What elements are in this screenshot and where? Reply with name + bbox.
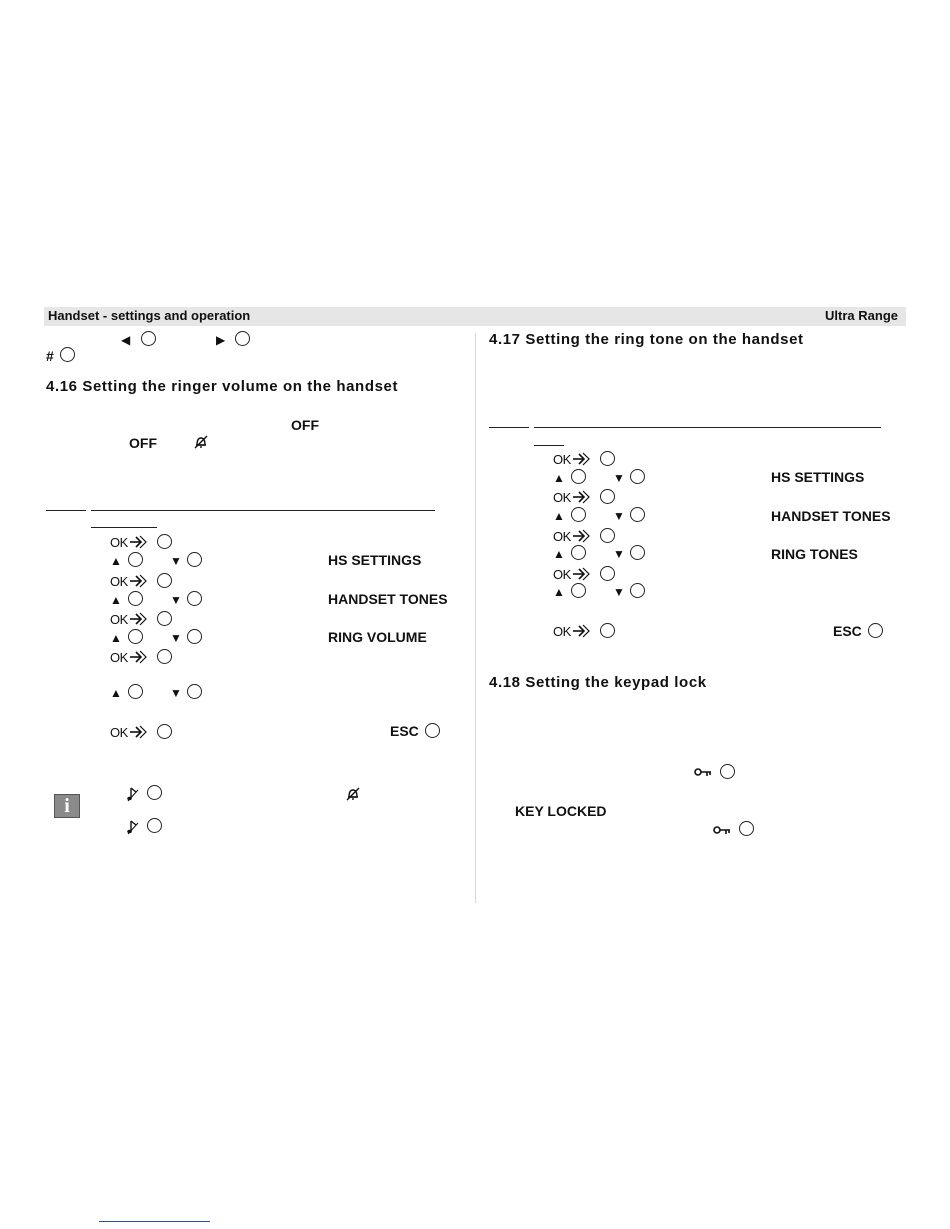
key-icon xyxy=(694,767,712,777)
music-note-icon xyxy=(126,786,140,802)
up-triangle-icon: ▲ xyxy=(110,686,122,700)
key-circle xyxy=(600,566,615,581)
ok-key: OK xyxy=(553,450,590,468)
ok-arrow-icon xyxy=(129,573,147,589)
down-triangle-icon: ▼ xyxy=(170,686,182,700)
key-circle xyxy=(128,629,143,644)
ok-key: OK xyxy=(110,572,147,590)
key-circle xyxy=(720,764,735,779)
key-circle xyxy=(630,583,645,598)
key-locked-label: KEY LOCKED xyxy=(515,803,607,819)
menu-label-handset-tones: HANDSET TONES xyxy=(328,591,448,607)
ok-key: OK xyxy=(110,723,147,741)
off-label: OFF xyxy=(291,417,319,433)
table-rule xyxy=(534,427,881,428)
info-icon: i xyxy=(54,794,80,818)
key-circle xyxy=(630,469,645,484)
table-rule xyxy=(489,427,529,428)
up-triangle-icon: ▲ xyxy=(110,631,122,645)
down-triangle-icon: ▼ xyxy=(613,547,625,561)
key-circle xyxy=(868,623,883,638)
ok-key: OK xyxy=(553,527,590,545)
header-left-title: Handset - settings and operation xyxy=(48,308,251,323)
ok-key: OK xyxy=(110,610,147,628)
key-circle xyxy=(157,724,172,739)
section-title-4-16: 4.16 Setting the ringer volume on the handset xyxy=(46,378,399,395)
off-label: OFF xyxy=(129,435,157,451)
key-circle xyxy=(187,591,202,606)
menu-label-ring-tones: RING TONES xyxy=(771,546,858,562)
key-circle xyxy=(141,331,156,346)
down-triangle-icon: ▼ xyxy=(613,509,625,523)
key-circle xyxy=(600,623,615,638)
key-circle xyxy=(147,785,162,800)
menu-label-hs-settings: HS SETTINGS xyxy=(328,552,422,568)
left-triangle-icon: ◀ xyxy=(121,333,131,347)
down-triangle-icon: ▼ xyxy=(170,631,182,645)
esc-key-label: ESC xyxy=(833,623,862,639)
ok-key: OK xyxy=(553,565,590,583)
key-icon xyxy=(713,825,731,835)
key-circle xyxy=(630,507,645,522)
header-right-title: Ultra Range xyxy=(825,308,898,323)
ok-key: OK xyxy=(553,622,590,640)
ok-arrow-icon xyxy=(572,566,590,582)
up-triangle-icon: ▲ xyxy=(553,471,565,485)
down-triangle-icon: ▼ xyxy=(170,593,182,607)
menu-label-ring-volume: RING VOLUME xyxy=(328,629,427,645)
bell-off-icon xyxy=(345,786,361,802)
ok-arrow-icon xyxy=(572,623,590,639)
esc-key-label: ESC xyxy=(390,723,419,739)
key-circle xyxy=(187,629,202,644)
key-circle xyxy=(157,611,172,626)
key-circle xyxy=(600,528,615,543)
key-circle xyxy=(157,649,172,664)
column-divider xyxy=(475,333,476,903)
key-circle xyxy=(60,347,75,362)
right-triangle-icon: ▶ xyxy=(216,333,226,347)
key-circle xyxy=(187,684,202,699)
up-triangle-icon: ▲ xyxy=(553,585,565,599)
bell-off-icon xyxy=(193,434,209,450)
key-circle xyxy=(571,507,586,522)
key-circle xyxy=(235,331,250,346)
ok-arrow-icon xyxy=(572,528,590,544)
footer-link-underline xyxy=(99,1221,210,1222)
key-circle xyxy=(187,552,202,567)
ok-arrow-icon xyxy=(129,534,147,550)
up-triangle-icon: ▲ xyxy=(553,509,565,523)
key-circle xyxy=(157,534,172,549)
ok-key: OK xyxy=(110,533,147,551)
down-triangle-icon: ▼ xyxy=(613,585,625,599)
ok-arrow-icon xyxy=(129,724,147,740)
ok-arrow-icon xyxy=(129,649,147,665)
down-triangle-icon: ▼ xyxy=(613,471,625,485)
key-circle xyxy=(600,489,615,504)
ok-key: OK xyxy=(553,488,590,506)
ok-arrow-icon xyxy=(129,611,147,627)
key-circle xyxy=(630,545,645,560)
menu-label-handset-tones: HANDSET TONES xyxy=(771,508,891,524)
hash-key-label: # xyxy=(46,348,54,364)
key-circle xyxy=(571,545,586,560)
table-rule xyxy=(534,445,564,446)
table-rule xyxy=(46,510,86,511)
key-circle xyxy=(128,591,143,606)
key-circle xyxy=(425,723,440,738)
table-rule xyxy=(91,510,435,511)
menu-label-hs-settings: HS SETTINGS xyxy=(771,469,865,485)
ok-arrow-icon xyxy=(572,451,590,467)
ok-arrow-icon xyxy=(572,489,590,505)
key-circle xyxy=(128,684,143,699)
music-note-icon xyxy=(126,819,140,835)
page-header-bar xyxy=(44,307,906,326)
key-circle xyxy=(571,583,586,598)
up-triangle-icon: ▲ xyxy=(553,547,565,561)
key-circle xyxy=(571,469,586,484)
up-triangle-icon: ▲ xyxy=(110,593,122,607)
key-circle xyxy=(157,573,172,588)
table-rule xyxy=(91,527,157,528)
key-circle xyxy=(147,818,162,833)
down-triangle-icon: ▼ xyxy=(170,554,182,568)
section-title-4-18: 4.18 Setting the keypad lock xyxy=(489,674,707,691)
up-triangle-icon: ▲ xyxy=(110,554,122,568)
key-circle xyxy=(128,552,143,567)
ok-key: OK xyxy=(110,648,147,666)
key-circle xyxy=(739,821,754,836)
section-title-4-17: 4.17 Setting the ring tone on the handset xyxy=(489,331,804,348)
key-circle xyxy=(600,451,615,466)
